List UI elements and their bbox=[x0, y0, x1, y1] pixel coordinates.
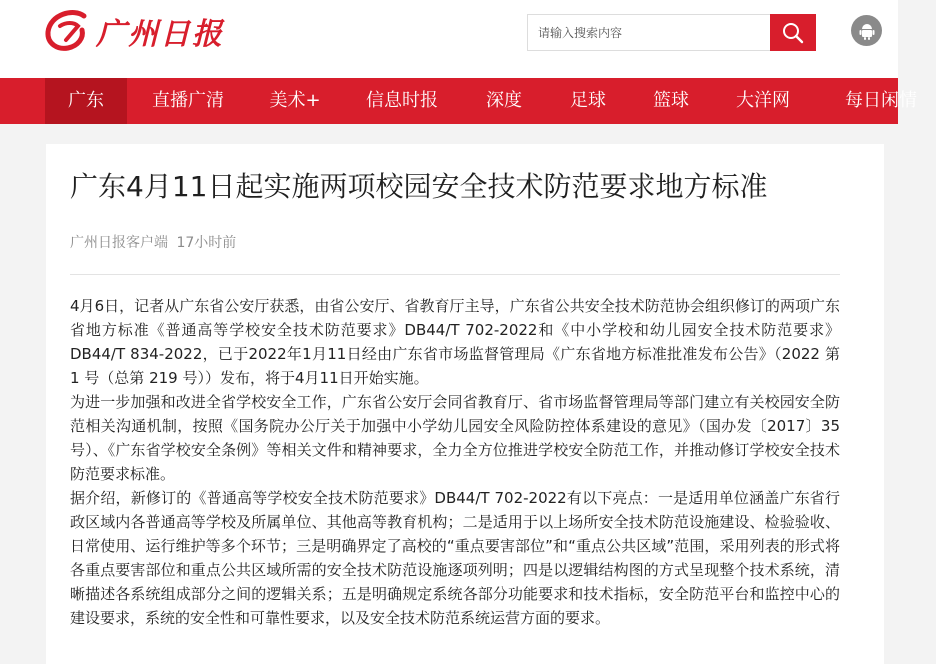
search-button[interactable] bbox=[770, 14, 816, 51]
android-icon bbox=[858, 22, 876, 40]
article-paragraph: 为进一步加强和改进全省学校安全工作，广东省公安厅会同省教育厅、省市场监督管理局等部门建立有关校园安全防范相关沟通机制，按照《国务院办公厅关于加强中小学幼儿园安全风险防控体系建设的意见》（国办发〔2017〕35号）、《广东省学校安全条例》等相关文件和精神要求，全力全方位推进学校安全防范工作，并推动修订学校安全技术防范要求标准。 bbox=[70, 393, 840, 483]
article-paragraph: 4月6日，记者从广东省公安厅获悉，由省公安厅、省教育厅主导，广东省公共安全技术防范协会组织修订的两项广东省地方标准《普通高等学校安全技术防范要求》DB44/T 702-2022和《中小学校和幼儿园安全技术防范要求》DB44/T 834-2022，已于2022年1月11日经由广东省市场监督管理局《广东省地方标准批准发布公告》（2022 第 1 号（总第 219 号））发布，将于4月11日开始实施。 bbox=[70, 297, 840, 387]
article-paragraph: 据介绍，新修订的《普通高等学校安全技术防范要求》DB44/T 702-2022有以下亮点：一是适用单位涵盖广东省行政区域内各普通高等学校及所属单位、其他高等教育机构；二是适用于以上场所安全技术防范设施建设、检验验收、日常使用、运行维护等多个环节；三是明确界定了高校的“重点要害部位”和“重点公共区域”范围，采用列表的形式将各重点要害部位和重点公共区域所需的安全技术防范设施逐项列明；四是以逻辑结构图的方式呈现整个技术系统，清晰描述各系统组成部分之间的逻辑关系；五是明确规定系统各部分功能要求和技术指标，安全防范平台和监控中心的建设要求，系统的安全性和可靠性要求，以及安全技术防范系统运营方面的要求。 bbox=[70, 489, 840, 627]
nav-item-info-times[interactable]: 信息时报 bbox=[366, 90, 438, 111]
article-time: 17小时前 bbox=[176, 235, 237, 251]
nav-item-depth[interactable]: 深度 bbox=[486, 90, 522, 111]
nav-item-dayoo[interactable]: 大洋网 bbox=[736, 90, 790, 111]
article-title: 广东4月11日起实施两项校园安全技术防范要求地方标准 bbox=[70, 170, 768, 203]
gzdaily-logo-icon bbox=[44, 10, 94, 52]
site-logo[interactable] bbox=[44, 10, 224, 52]
article-source[interactable]: 广州日报客户端 bbox=[70, 235, 168, 251]
nav-item-live-guangqing[interactable]: 直播广清 bbox=[152, 90, 224, 111]
article-body bbox=[70, 294, 840, 630]
search-icon bbox=[782, 22, 804, 44]
divider bbox=[70, 274, 840, 275]
top-header bbox=[0, 0, 898, 78]
nav-item-basketball[interactable]: 篮球 bbox=[653, 90, 689, 111]
nav-item-football[interactable]: 足球 bbox=[570, 90, 606, 111]
nav-item-art-plus[interactable]: 美术+ bbox=[269, 90, 321, 111]
search-box bbox=[527, 14, 770, 51]
android-app-button[interactable] bbox=[851, 15, 882, 46]
nav-item-guangdong[interactable]: 广东 bbox=[45, 78, 127, 124]
main-nav bbox=[0, 78, 917, 124]
site-logo-text: 广州日报 bbox=[96, 17, 224, 52]
search-input[interactable] bbox=[528, 15, 770, 50]
article-meta bbox=[70, 232, 236, 252]
article-card bbox=[46, 144, 884, 664]
nav-item-daily-leisure[interactable]: 每日闲情 bbox=[845, 90, 917, 111]
